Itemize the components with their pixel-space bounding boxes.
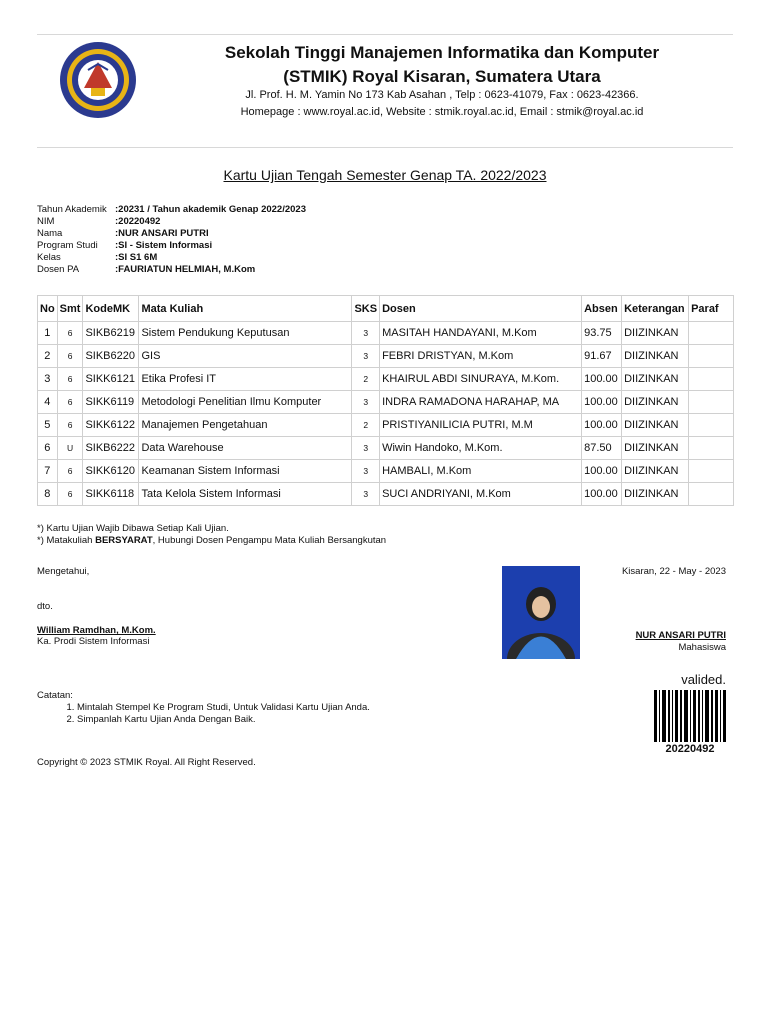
course-table xyxy=(37,295,734,506)
cell-sks: 3 xyxy=(352,437,380,460)
info-label: NIM xyxy=(37,216,55,227)
cell-absen: 100.00 xyxy=(582,460,622,483)
catatan-item: 1. Mintalah Stempel Ke Program Studi, Untuk Validasi Kartu Ujian Anda. xyxy=(77,702,370,714)
cell-mata-kuliah: Etika Profesi IT xyxy=(139,368,352,391)
cell-smt: 6 xyxy=(57,368,83,391)
card-title: Kartu Ujian Tengah Semester Genap TA. 2022/2023 xyxy=(223,167,547,183)
note-bold: BERSYARAT xyxy=(95,535,153,546)
institution-name-line2: (STMIK) Royal Kisaran, Sumatera Utara xyxy=(283,67,601,86)
cell-keterangan: DIIZINKAN xyxy=(622,437,689,460)
kaprodi-name: William Ramdhan, M.Kom. xyxy=(37,625,156,636)
cell-keterangan: DIIZINKAN xyxy=(622,322,689,345)
cell-dosen: INDRA RAMADONA HARAHAP, MA xyxy=(380,391,582,414)
cell-paraf xyxy=(689,460,734,483)
institution-logo xyxy=(58,40,138,120)
cell-kodemk: SIKB6222 xyxy=(83,437,139,460)
cell-sks: 2 xyxy=(352,414,380,437)
cell-dosen: FEBRI DRISTYAN, M.Kom xyxy=(380,345,582,368)
cell-mata-kuliah: Metodologi Penelitian Ilmu Komputer xyxy=(139,391,352,414)
info-value: :NUR ANSARI PUTRI xyxy=(115,228,209,239)
cell-paraf xyxy=(689,483,734,506)
dto-label: dto. xyxy=(37,601,53,612)
catatan-item: 2. Simpanlah Kartu Ujian Anda Dengan Baik. xyxy=(77,714,370,726)
cell-paraf xyxy=(689,391,734,414)
cell-smt: 6 xyxy=(57,322,83,345)
cell-no: 4 xyxy=(38,391,58,414)
cell-no: 5 xyxy=(38,414,58,437)
cell-absen: 87.50 xyxy=(582,437,622,460)
col-header-sks: SKS xyxy=(352,296,380,322)
cell-smt: 6 xyxy=(57,483,83,506)
note-suffix: , Hubungi Dosen Pengampu Mata Kuliah Bersangkutan xyxy=(152,535,387,546)
institution-websites: Homepage : www.royal.ac.id, Website : stmik.royal.ac.id, Email : stmik@royal.ac.id xyxy=(240,106,644,118)
cell-sks: 2 xyxy=(352,368,380,391)
barcode-image xyxy=(654,690,726,742)
cell-smt: 6 xyxy=(57,414,83,437)
cell-absen: 100.00 xyxy=(582,391,622,414)
cell-mata-kuliah: GIS xyxy=(139,345,352,368)
cell-kodemk: SIKK6121 xyxy=(83,368,139,391)
info-value: :20231 / Tahun akademik Genap 2022/2023 xyxy=(115,204,306,215)
col-header-keterangan: Keterangan xyxy=(622,296,689,322)
cell-smt: 6 xyxy=(57,391,83,414)
cell-keterangan: DIIZINKAN xyxy=(622,368,689,391)
cell-kodemk: SIKK6118 xyxy=(83,483,139,506)
info-value: :SI S1 6M xyxy=(115,252,158,263)
cell-mata-kuliah: Tata Kelola Sistem Informasi xyxy=(139,483,352,506)
cell-kodemk: SIKB6220 xyxy=(83,345,139,368)
cell-dosen: KHAIRUL ABDI SINURAYA, M.Kom. xyxy=(380,368,582,391)
info-row-tahun-akademik xyxy=(37,204,306,216)
kaprodi-title: Ka. Prodi Sistem Informasi xyxy=(37,636,150,647)
info-label: Program Studi xyxy=(37,240,98,251)
institution-address: Jl. Prof. H. M. Yamin No 173 Kab Asahan , Telp : 0623-41079, Fax : 0623-42366. xyxy=(245,89,639,101)
catatan-list xyxy=(37,702,370,726)
cell-mata-kuliah: Data Warehouse xyxy=(139,437,352,460)
catatan-title: Catatan: xyxy=(37,690,73,701)
cell-smt: 6 xyxy=(57,460,83,483)
info-label: Dosen PA xyxy=(37,264,80,275)
info-value: :20220492 xyxy=(115,216,161,227)
cell-keterangan: DIIZINKAN xyxy=(622,460,689,483)
cell-kodemk: SIKK6120 xyxy=(83,460,139,483)
col-header-dosen: Dosen xyxy=(380,296,582,322)
col-header-smt: Smt xyxy=(57,296,83,322)
info-row-kelas xyxy=(37,252,306,264)
cell-dosen: PRISTIYANILICIA PUTRI, M.M xyxy=(380,414,582,437)
table-row xyxy=(38,322,734,345)
barcode-number: 20220492 xyxy=(665,743,715,755)
cell-sks: 3 xyxy=(352,391,380,414)
student-signature-name: NUR ANSARI PUTRI xyxy=(635,630,726,641)
table-row xyxy=(38,437,734,460)
col-header-mata-kuliah: Mata Kuliah xyxy=(139,296,352,322)
place-date: Kisaran, 22 - May - 2023 xyxy=(621,566,726,577)
cell-paraf xyxy=(689,368,734,391)
col-header-no: No xyxy=(38,296,58,322)
cell-paraf xyxy=(689,322,734,345)
cell-no: 3 xyxy=(38,368,58,391)
cell-sks: 3 xyxy=(352,322,380,345)
cell-no: 7 xyxy=(38,460,58,483)
cell-mata-kuliah: Manajemen Pengetahuan xyxy=(139,414,352,437)
cell-keterangan: DIIZINKAN xyxy=(622,391,689,414)
cell-dosen: HAMBALI, M.Kom xyxy=(380,460,582,483)
info-row-nama xyxy=(37,228,306,240)
cell-keterangan: DIIZINKAN xyxy=(622,414,689,437)
cell-absen: 100.00 xyxy=(582,414,622,437)
student-photo xyxy=(502,566,580,659)
validation-status: valided. xyxy=(681,672,726,687)
info-value: :SI - Sistem Informasi xyxy=(115,240,213,251)
cell-kodemk: SIKK6122 xyxy=(83,414,139,437)
table-row xyxy=(38,460,734,483)
copyright: Copyright © 2023 STMIK Royal. All Right Reserved. xyxy=(37,757,256,768)
table-row xyxy=(38,345,734,368)
table-header-row xyxy=(38,296,734,322)
cell-absen: 91.67 xyxy=(582,345,622,368)
note-bersyarat xyxy=(37,535,386,547)
cell-mata-kuliah: Sistem Pendukung Keputusan xyxy=(139,322,352,345)
cell-sks: 3 xyxy=(352,345,380,368)
cell-no: 1 xyxy=(38,322,58,345)
cell-smt: 6 xyxy=(57,345,83,368)
student-role: Mahasiswa xyxy=(678,642,726,653)
cell-sks: 3 xyxy=(352,460,380,483)
cell-absen: 100.00 xyxy=(582,483,622,506)
col-header-paraf: Paraf xyxy=(689,296,734,322)
note-prefix: *) Matakuliah xyxy=(37,535,96,546)
mengetahui-label: Mengetahui, xyxy=(37,566,90,577)
info-label: Nama xyxy=(37,228,63,239)
table-row xyxy=(38,368,734,391)
cell-no: 8 xyxy=(38,483,58,506)
cell-dosen: SUCI ANDRIYANI, M.Kom xyxy=(380,483,582,506)
cell-absen: 100.00 xyxy=(582,368,622,391)
student-info xyxy=(37,204,306,276)
catatan xyxy=(37,690,370,726)
cell-kodemk: SIKB6219 xyxy=(83,322,139,345)
header-divider xyxy=(37,147,733,148)
cell-no: 6 xyxy=(38,437,58,460)
cell-paraf xyxy=(689,437,734,460)
cell-no: 2 xyxy=(38,345,58,368)
cell-paraf xyxy=(689,414,734,437)
info-label: Kelas xyxy=(37,252,61,263)
info-value: :FAURIATUN HELMIAH, M.Kom xyxy=(115,264,256,275)
info-label: Tahun Akademik xyxy=(37,204,107,215)
cell-absen: 93.75 xyxy=(582,322,622,345)
cell-keterangan: DIIZINKAN xyxy=(622,345,689,368)
notes xyxy=(37,523,386,547)
cell-kodemk: SIKK6119 xyxy=(83,391,139,414)
info-row-dosen-pa xyxy=(37,264,306,276)
cell-mata-kuliah: Keamanan Sistem Informasi xyxy=(139,460,352,483)
note-wajib: *) Kartu Ujian Wajib Dibawa Setiap Kali Ujian. xyxy=(37,523,229,534)
col-header-kodemk: KodeMK xyxy=(83,296,139,322)
institution-name-line1: Sekolah Tinggi Manajemen Informatika dan Komputer xyxy=(224,43,660,62)
table-row xyxy=(38,414,734,437)
cell-keterangan: DIIZINKAN xyxy=(622,483,689,506)
info-row-program-studi xyxy=(37,240,306,252)
top-divider xyxy=(37,34,733,35)
cell-sks: 3 xyxy=(352,483,380,506)
cell-smt: U xyxy=(57,437,83,460)
table-row xyxy=(38,483,734,506)
cell-dosen: MASITAH HANDAYANI, M.Kom xyxy=(380,322,582,345)
info-row-nim xyxy=(37,216,306,228)
col-header-absen: Absen xyxy=(582,296,622,322)
cell-paraf xyxy=(689,345,734,368)
table-row xyxy=(38,391,734,414)
cell-dosen: Wiwin Handoko, M.Kom. xyxy=(380,437,582,460)
